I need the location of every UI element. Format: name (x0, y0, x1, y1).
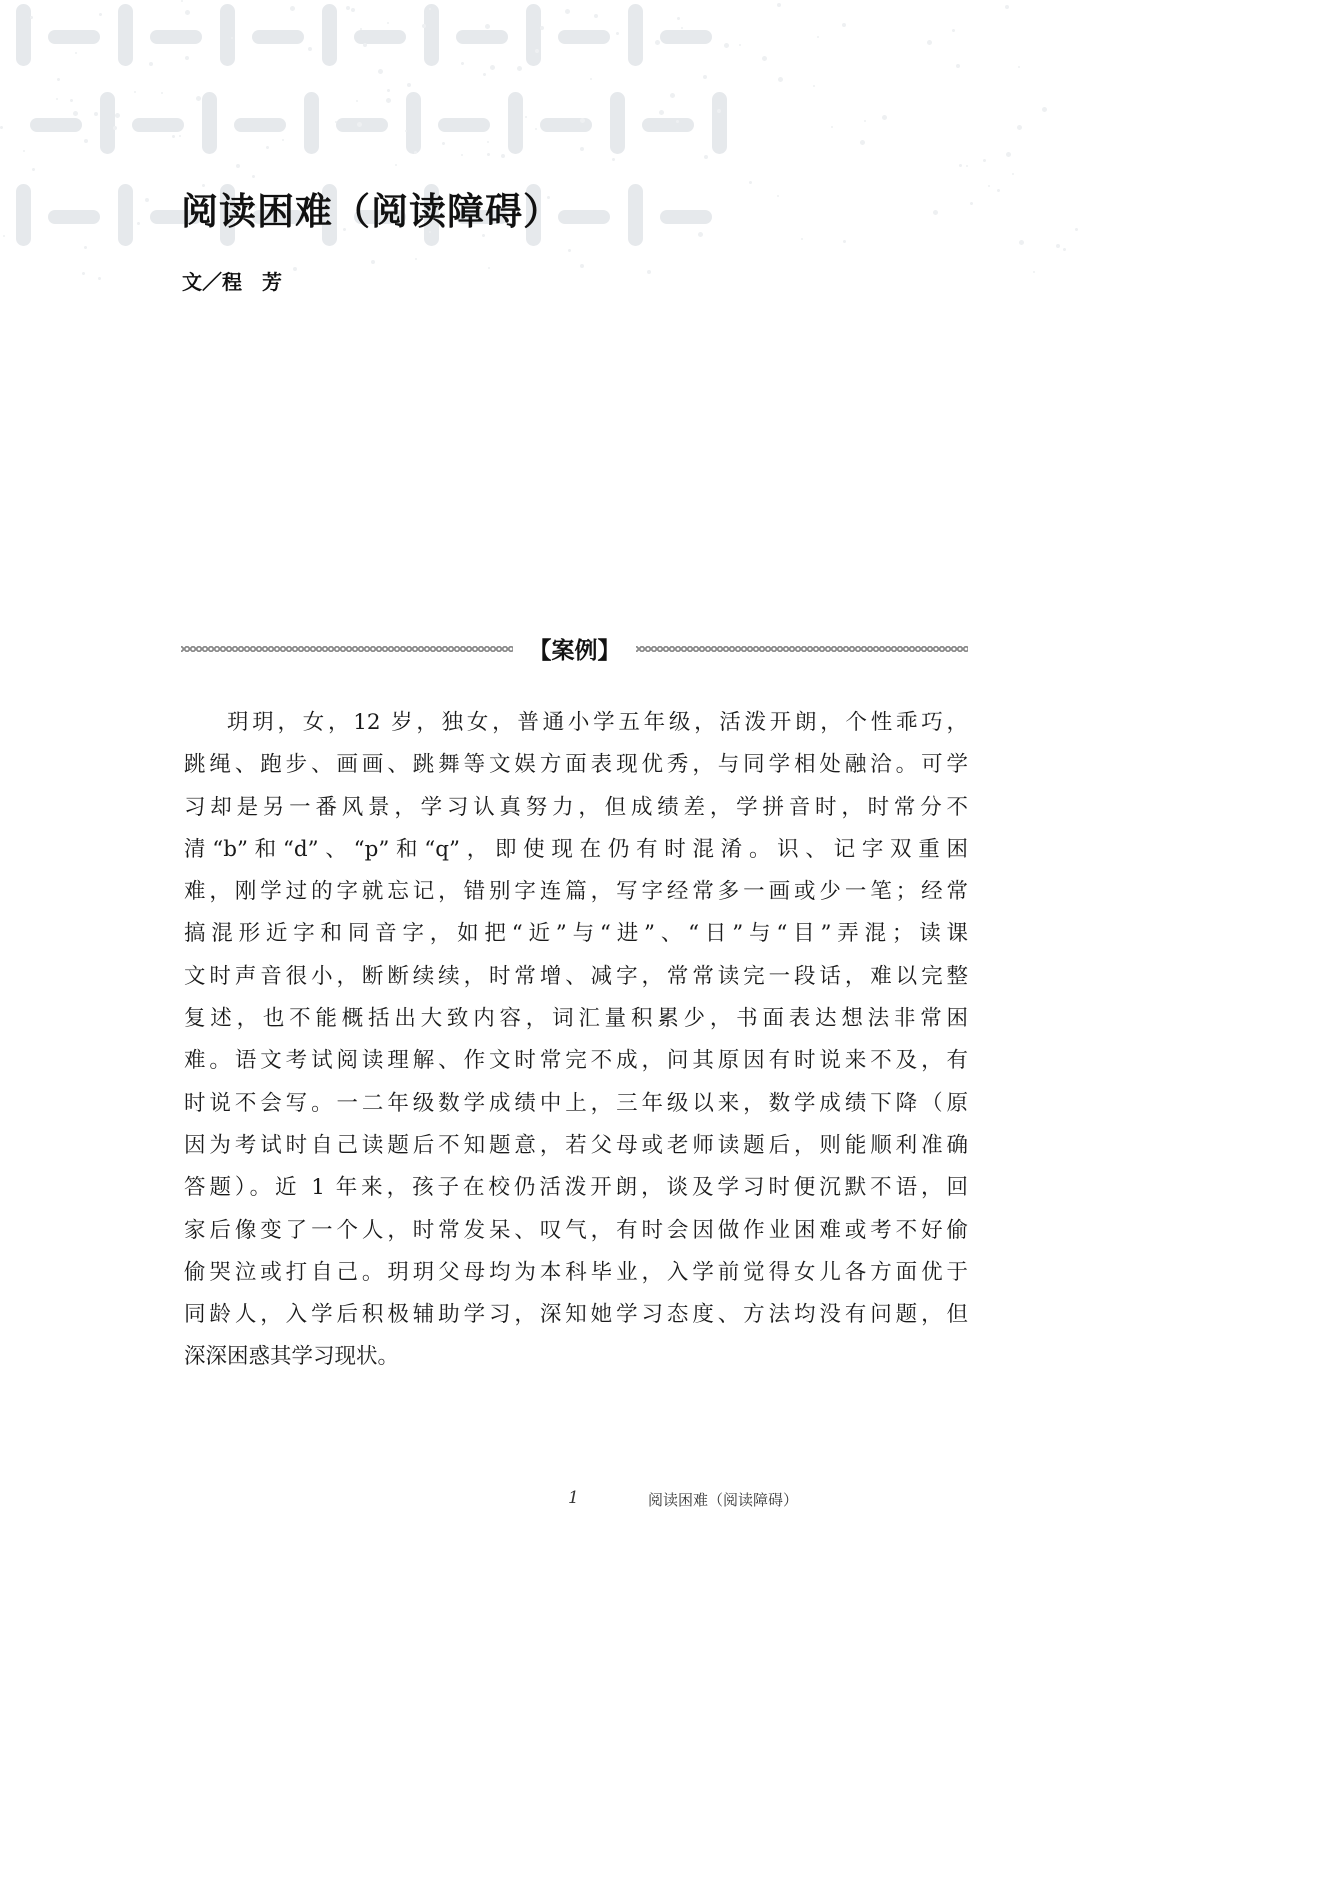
header-pattern-stroke (220, 4, 235, 66)
header-pattern-stroke (30, 118, 82, 132)
header-speckle (82, 272, 85, 275)
header-speckle (717, 109, 721, 113)
header-speckle (1063, 248, 1066, 251)
header-pattern-stroke (202, 92, 217, 154)
header-speckle (677, 17, 680, 20)
header-speckle (266, 146, 269, 149)
header-speckle (113, 126, 117, 130)
header-pattern-stroke (16, 4, 31, 66)
header-pattern-stroke (132, 118, 184, 132)
body-line: 时说不会写。一二年级数学成绩中上，三年级以来，数学成绩下降（原 (184, 1090, 968, 1116)
section-heading: 【案例】 (528, 638, 621, 664)
header-pattern-stroke (660, 30, 712, 44)
header-pattern-stroke (558, 30, 610, 44)
header-speckle (966, 165, 968, 167)
header-pattern-stroke (660, 210, 712, 224)
header-speckle (831, 126, 833, 128)
header-speckle (703, 75, 707, 79)
header-speckle (335, 121, 337, 123)
header-speckle (231, 37, 233, 39)
header-speckle (956, 64, 960, 68)
header-speckle (933, 210, 938, 215)
header-speckle (659, 110, 664, 115)
header-speckle (959, 164, 962, 167)
body-line: 深深困惑其学习现状。 (184, 1344, 400, 1370)
header-speckle (724, 43, 729, 48)
header-speckle (483, 73, 486, 76)
header-pattern-stroke (610, 92, 625, 154)
header-speckle (843, 240, 846, 243)
header-speckle (801, 238, 803, 240)
header-speckle (94, 112, 98, 116)
header-speckle (98, 277, 101, 280)
header-speckle (1006, 152, 1011, 157)
header-speckle (670, 93, 675, 98)
header-speckle (1042, 107, 1047, 112)
header-speckle (983, 159, 986, 162)
header-speckle (363, 43, 367, 47)
body-line: 偷哭泣或打自己。玥玥父母均为本科毕业，入学前觉得女儿各方面优于 (184, 1259, 968, 1285)
header-speckle (487, 153, 490, 156)
header-speckle (56, 98, 58, 100)
header-speckle (655, 40, 660, 45)
header-pattern-stroke (304, 92, 319, 154)
header-speckle (185, 56, 189, 60)
header-speckle (777, 3, 781, 7)
header-speckle (535, 49, 539, 53)
header-pattern-stroke (628, 184, 643, 246)
header-pattern-stroke (48, 210, 100, 224)
header-pattern-stroke (642, 118, 694, 132)
header-speckle (32, 168, 35, 171)
header-speckle (181, 0, 183, 2)
header-speckle (293, 267, 297, 271)
header-speckle (1012, 173, 1014, 175)
header-pattern-stroke (16, 184, 31, 246)
body-line: 文时声音很小，断断续续，时常增、减字，常常读完一段话，难以完整 (184, 963, 968, 989)
header-speckle (23, 150, 25, 152)
header-pattern-stroke (438, 118, 490, 132)
header-speckle (422, 24, 426, 28)
body-line: 难。语文考试阅读理解、作文时常完不成，问其原因有时说来不及，有 (184, 1048, 968, 1074)
header-pattern-stroke (48, 30, 100, 44)
header-speckle (488, 267, 490, 269)
diamond-rule-right (636, 646, 968, 652)
header-speckle (1018, 66, 1020, 68)
header-speckle (161, 92, 163, 94)
header-speckle (30, 16, 33, 19)
header-pattern-stroke (456, 30, 508, 44)
body-line: 答题）。近 1 年来，孩子在校仍活泼开朗，谈及学习时便沉默不语，回 (184, 1175, 968, 1201)
header-speckle (415, 258, 417, 260)
header-speckle (485, 24, 490, 29)
header-pattern-stroke (712, 92, 727, 154)
header-pattern-stroke (526, 4, 541, 66)
header-speckle (535, 128, 537, 130)
body-line: 清“b”和“d”、“p”和“q”，即使现在仍有时混淆。识、记字双重困 (184, 836, 968, 862)
header-pattern-stroke (118, 4, 133, 66)
header-pattern-stroke (508, 92, 523, 154)
body-line: 同龄人，入学后积极辅助学习，深知她学习态度、方法均没有问题，但 (184, 1302, 968, 1328)
header-speckle (882, 115, 887, 120)
body-line: 复述，也不能概括出大致内容，词汇量积累少，书面表达想法非常困 (184, 1006, 968, 1032)
header-speckle (749, 181, 752, 184)
header-speckle (813, 85, 815, 87)
header-speckle (405, 130, 407, 132)
header-pattern-stroke (628, 4, 643, 66)
header-pattern-stroke (100, 92, 115, 154)
header-pattern-stroke (406, 92, 421, 154)
header-speckle (778, 77, 783, 82)
header-speckle (386, 98, 391, 103)
header-speckle (185, 10, 190, 15)
body-line: 难，刚学过的字就忘记，错别字连篇，写字经常多一画或少一笔；经常 (184, 879, 968, 905)
header-speckle (1056, 244, 1060, 248)
header-speckle (1019, 240, 1024, 245)
header-pattern-stroke (252, 30, 304, 44)
header-speckle (395, 164, 397, 166)
header-speckle (568, 249, 571, 252)
header-speckle (952, 29, 955, 32)
header-speckle (762, 56, 767, 61)
header-speckle (99, 13, 102, 16)
header-speckle (927, 40, 932, 45)
header-speckle (612, 158, 615, 161)
header-speckle (461, 62, 464, 65)
header-speckle (282, 139, 284, 141)
page-title: 阅读困难（阅读障碍） (181, 188, 561, 233)
header-pattern-stroke (354, 30, 406, 44)
header-speckle (236, 164, 240, 168)
header-speckle (308, 47, 312, 51)
page-number: 1 (568, 1488, 579, 1508)
header-speckle (137, 222, 140, 225)
header-speckle (360, 28, 362, 30)
header-speckle (1075, 228, 1078, 231)
header-speckle (149, 62, 153, 66)
header-speckle (290, 6, 295, 11)
header-speckle (387, 22, 389, 24)
header-speckle (540, 26, 544, 30)
header-speckle (73, 111, 78, 116)
header-speckle (414, 151, 417, 154)
header-pattern-stroke (150, 30, 202, 44)
header-speckle (616, 32, 619, 35)
header-pattern-stroke (322, 4, 337, 66)
header-decoration (0, 0, 1112, 290)
body-line: 玥玥，女，12 岁，独女，普通小学五年级，活泼开朗，个性乖巧， (227, 710, 968, 735)
header-speckle (407, 83, 411, 87)
header-speckle (817, 36, 819, 38)
header-speckle (196, 96, 201, 101)
header-speckle (698, 232, 703, 237)
header-speckle (252, 175, 255, 178)
section-heading-row (181, 629, 968, 667)
body-line: 搞混形近字和同音字，如把“近”与“进”、“日”与“目”弄混；读课 (184, 921, 968, 947)
diamond-rule-left (181, 646, 513, 652)
header-speckle (0, 126, 3, 129)
header-speckle (565, 9, 570, 14)
header-speckle (580, 264, 584, 268)
body-line: 跳绳、跑步、画画、跳舞等文娱方面表现优秀，与同学相处融洽。可学 (184, 752, 968, 778)
header-speckle (594, 14, 598, 18)
header-speckle (580, 147, 584, 151)
header-speckle (172, 135, 175, 138)
header-speckle (134, 91, 136, 93)
header-speckle (864, 120, 866, 122)
header-speckle (490, 65, 495, 70)
header-speckle (57, 78, 60, 81)
header-pattern-stroke (234, 118, 286, 132)
header-speckle (704, 155, 708, 159)
body-line: 因为考试时自己读题后不知题意，若父母或老师读题后，则能顺利准确 (184, 1132, 968, 1158)
header-speckle (525, 116, 527, 118)
header-speckle (860, 140, 865, 145)
header-speckle (842, 23, 846, 27)
header-speckle (970, 202, 973, 205)
header-speckle (580, 118, 585, 123)
case-paragraph (184, 702, 968, 1379)
header-speckle (997, 189, 1000, 192)
header-speckle (115, 113, 120, 118)
header-speckle (378, 69, 383, 74)
header-speckle (179, 135, 181, 137)
header-speckle (346, 6, 350, 10)
header-pattern-stroke (558, 210, 610, 224)
header-speckle (487, 141, 489, 143)
header-speckle (517, 66, 522, 71)
header-speckle (739, 44, 741, 46)
header-speckle (75, 52, 77, 54)
header-speckle (70, 99, 73, 102)
header-speckle (461, 154, 463, 156)
header-speckle (371, 260, 375, 264)
header-pattern-stroke (424, 4, 439, 66)
header-speckle (777, 195, 779, 197)
header-speckle (681, 27, 683, 29)
header-speckle (1017, 125, 1022, 130)
header-speckle (647, 270, 651, 274)
header-speckle (988, 185, 990, 187)
header-speckle (84, 246, 87, 249)
header-speckle (387, 89, 390, 92)
header-speckle (1005, 5, 1009, 9)
header-pattern-stroke (118, 184, 133, 246)
header-speckle (1033, 271, 1035, 273)
header-pattern-stroke (336, 118, 388, 132)
running-title: 阅读困难（阅读障碍） (648, 1491, 799, 1509)
header-speckle (351, 8, 355, 12)
header-speckle (429, 8, 431, 10)
header-speckle (356, 100, 358, 102)
body-line: 家后像变了一个人，时常发呆、叹气，有时会因做作业困难或考不好偷 (184, 1217, 968, 1243)
header-speckle (357, 122, 362, 127)
header-speckle (442, 142, 445, 145)
author-byline: 文／程 芳 (182, 270, 282, 294)
header-speckle (501, 154, 505, 158)
header-speckle (676, 120, 679, 123)
body-line: 习却是另一番风景，学习认真努力，但成绩差，学拼音时，时常分不 (184, 794, 968, 820)
header-speckle (590, 78, 592, 80)
header-speckle (145, 198, 149, 202)
header-speckle (3, 235, 5, 237)
page-footer (0, 1488, 1112, 1512)
header-speckle (84, 139, 88, 143)
